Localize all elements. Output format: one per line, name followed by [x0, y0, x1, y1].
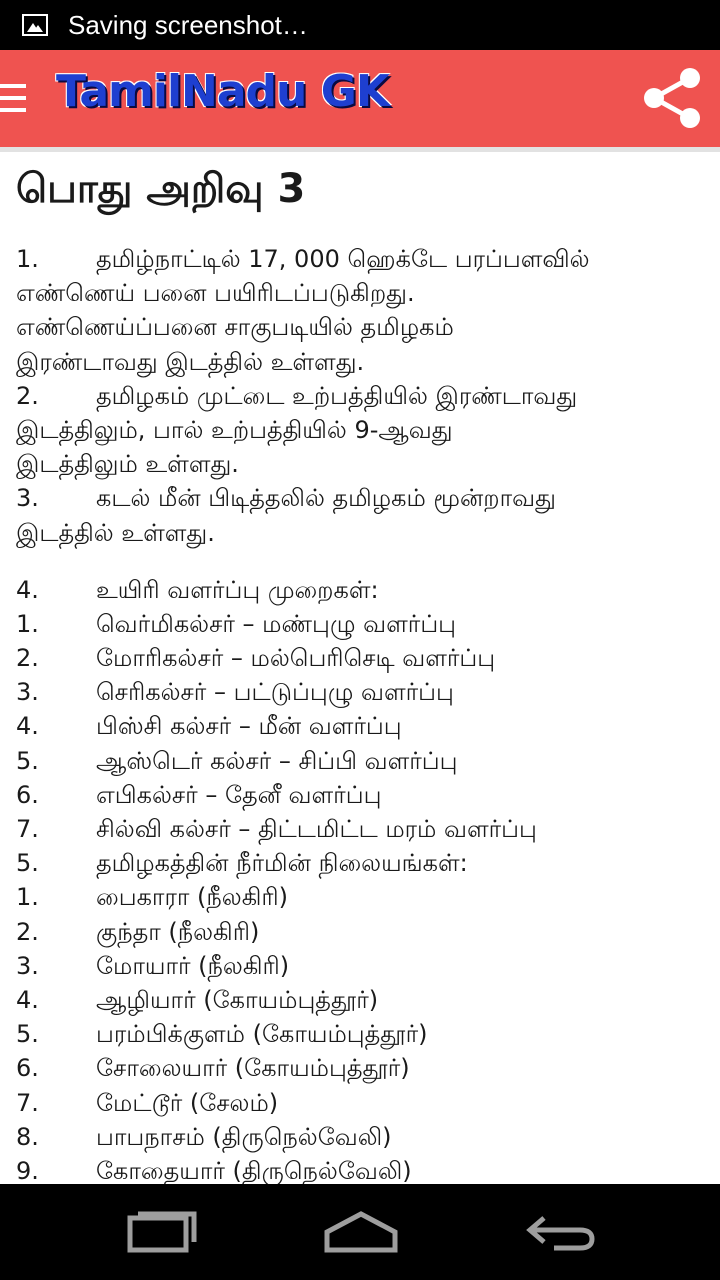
list-item-number: 1.: [16, 609, 39, 638]
list-item-text: சோலையார் (கோயம்புத்தூர்): [96, 1054, 410, 1083]
list-item-number: 3.: [16, 951, 39, 980]
list-item-number: 4.: [16, 575, 39, 604]
paragraph-block-2: [16, 573, 706, 1184]
list-item-number: 4.: [16, 985, 39, 1014]
list-item-number: 3.: [16, 484, 39, 513]
list-item: [16, 1154, 706, 1184]
list-item: [16, 345, 706, 379]
list-item-number: 5.: [16, 746, 39, 775]
share-icon[interactable]: [638, 64, 708, 134]
list-item-text: பிஸ்சி கல்சர் – மீன் வளர்ப்பு: [96, 712, 402, 741]
list-item-text: வெர்மிகல்சர் – மண்புழு வளர்ப்பு: [96, 609, 457, 638]
list-item-number: 4.: [16, 712, 39, 741]
article-body: [16, 242, 706, 1184]
list-item-number: 1.: [16, 883, 39, 912]
list-item-text: எண்ணெய் பனை பயிரிடப்படுகிறது.: [16, 279, 415, 308]
list-item-number: 7.: [16, 1088, 39, 1117]
list-item: [16, 915, 706, 949]
list-item-number: 5.: [16, 849, 39, 878]
list-item: [16, 379, 706, 413]
list-item-text: பரம்பிக்குளம் (கோயம்புத்தூர்): [96, 1020, 428, 1049]
list-item-text: மேட்டூர் (சேலம்): [96, 1088, 279, 1117]
list-item-text: ஆழியார் (கோயம்புத்தூர்): [96, 985, 379, 1014]
list-item-text: எண்ணெய்ப்பனை சாகுபடியில் தமிழகம்: [16, 313, 454, 342]
status-bar: [0, 0, 720, 50]
list-item-number: 2.: [16, 381, 39, 410]
list-item-number: 2.: [16, 644, 39, 673]
list-item: [16, 880, 706, 914]
list-item: [16, 641, 706, 675]
list-item-text: பாபநாசம் (திருநெல்வேலி): [96, 1122, 392, 1151]
list-item-text: பைகாரா (நீலகிரி): [96, 883, 288, 912]
list-item: [16, 949, 706, 983]
list-item: [16, 812, 706, 846]
app-title: TamilNadu GK: [56, 66, 389, 117]
list-item-text: உயிரி வளர்ப்பு முறைகள்:: [96, 575, 379, 604]
paragraph-gap: [16, 550, 706, 573]
image-icon: [22, 14, 48, 36]
list-item: [16, 1051, 706, 1085]
list-item-text: கோதையார் (திருநெல்வேலி): [96, 1156, 412, 1184]
list-item-number: 7.: [16, 815, 39, 843]
page-title: பொது அறிவு 3: [16, 166, 306, 212]
list-item-text: இடத்தில் உள்ளது.: [16, 518, 215, 547]
recent-apps-icon[interactable]: [126, 1208, 198, 1256]
list-item-number: 6.: [16, 780, 39, 809]
list-item: [16, 1120, 706, 1154]
list-item-text: இரண்டாவது இடத்தில் உள்ளது.: [16, 347, 365, 376]
list-item-text: தமிழகம் முட்டை உற்பத்தியில் இரண்டாவது: [96, 381, 578, 410]
list-item-text: தமிழகத்தின் நீர்மின் நிலையங்கள்:: [96, 849, 468, 878]
app-bar: [0, 50, 720, 147]
list-item-number: 6.: [16, 1054, 39, 1083]
hamburger-icon[interactable]: [0, 84, 26, 114]
home-icon[interactable]: [322, 1208, 400, 1256]
list-item-number: 2.: [16, 917, 39, 946]
list-item: [16, 276, 706, 310]
list-item: [16, 675, 706, 709]
list-item-number: 3.: [16, 678, 39, 707]
list-item-text: இடத்திலும் உள்ளது.: [16, 450, 239, 479]
list-item-text: குந்தா (நீலகிரி): [96, 917, 260, 946]
list-item: [16, 1086, 706, 1120]
list-item-text: மோயார் (நீலகிரி): [96, 951, 290, 980]
list-item-text: எபிகல்சர் – தேனீ வளர்ப்பு: [96, 780, 382, 809]
list-item-text: இடத்திலும், பால் உற்பத்தியில் 9-ஆவது: [16, 415, 453, 444]
list-item: [16, 413, 706, 447]
list-item: [16, 573, 706, 607]
list-item: [16, 310, 706, 344]
list-item-text: செரிகல்சர் – பட்டுப்புழு வளர்ப்பு: [96, 678, 454, 707]
list-item-text: மோரிகல்சர் – மல்பெரிசெடி வளர்ப்பு: [96, 644, 496, 673]
status-notification-text: Saving screenshot…: [68, 9, 308, 40]
list-item-text: ஆஸ்டெர் கல்சர் – சிப்பி வளர்ப்பு: [96, 746, 458, 775]
list-item-number: 5.: [16, 1020, 39, 1049]
list-item-text: சில்வி கல்சர் – திட்டமிட்ட மரம் வளர்ப்பு: [96, 815, 537, 843]
list-item: [16, 447, 706, 481]
back-icon[interactable]: [524, 1208, 596, 1256]
list-item: [16, 744, 706, 778]
list-item-number: 1.: [16, 245, 39, 273]
paragraph-block-1: [16, 242, 706, 550]
navigation-bar: [0, 1184, 720, 1280]
list-item-text: தமிழ்நாட்டில் 17, 000 ஹெக்டே பரப்பளவில்: [96, 245, 590, 273]
list-item: [16, 983, 706, 1017]
list-item: [16, 778, 706, 812]
list-item-number: 8.: [16, 1122, 39, 1151]
list-item: [16, 607, 706, 641]
list-item: [16, 709, 706, 743]
article-content[interactable]: [0, 152, 720, 1184]
list-item: [16, 1017, 706, 1051]
list-item: [16, 481, 706, 515]
list-item-number: 9.: [16, 1156, 39, 1184]
list-item: [16, 846, 706, 880]
list-item-text: கடல் மீன் பிடித்தலில் தமிழகம் மூன்றாவது: [96, 484, 556, 513]
list-item: [16, 242, 706, 276]
list-item: [16, 516, 706, 550]
